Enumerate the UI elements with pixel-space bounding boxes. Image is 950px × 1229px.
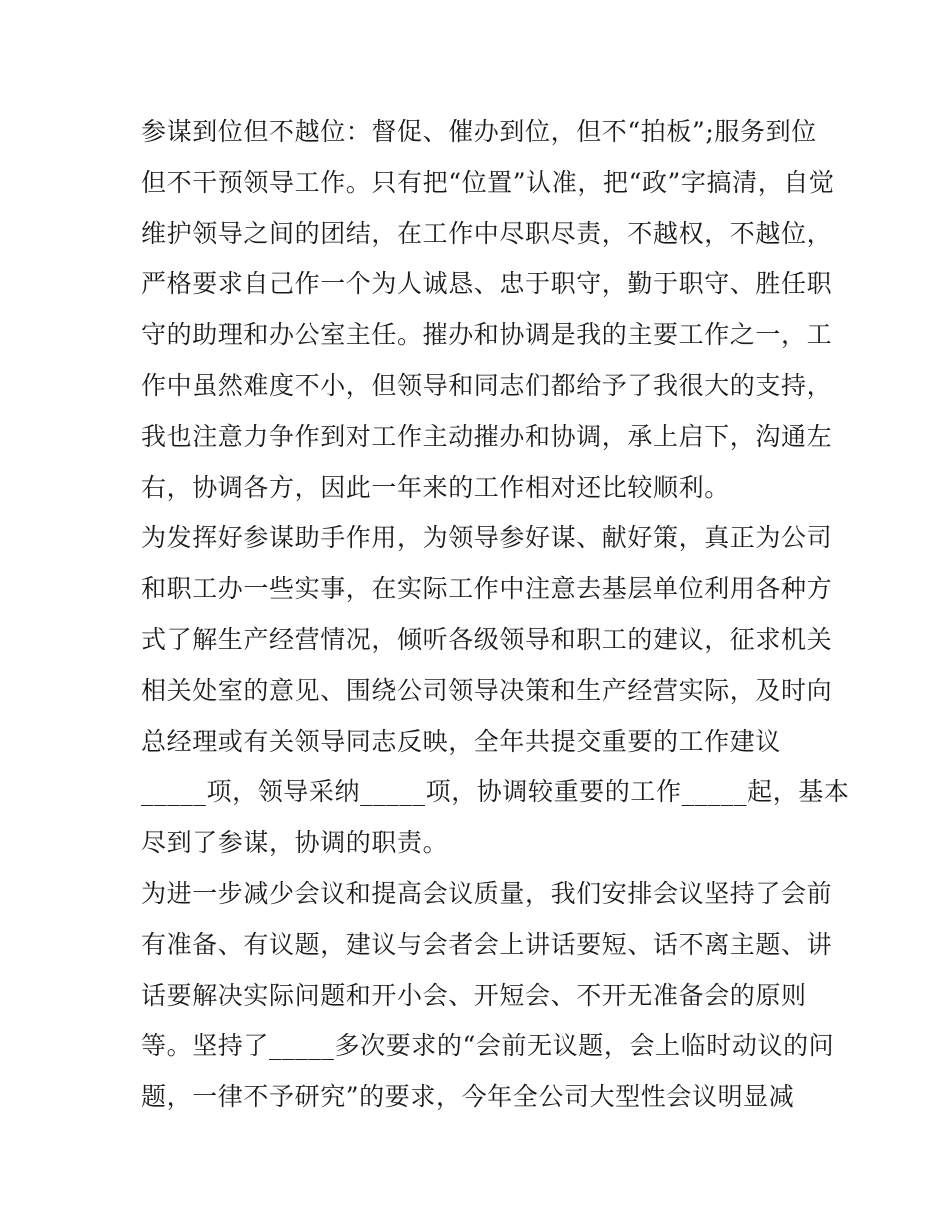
text-line: _____项，领导采纳_____项，协调较重要的工作_____起，基本 [141,777,850,807]
text-line: 作中虽然难度不小，但领导和同志们都给予了我很大的支持， [141,370,833,400]
text-line: 我也注意力争作到对工作主动摧办和协调，承上启下，沟通左 [141,421,833,451]
text-line: 和职工办一些实事，在实际工作中注意去基层单位利用各种方 [141,574,833,604]
document-body [141,107,850,1123]
text-line: 右，协调各方，因此一年来的工作相对还比较顺利。 [141,472,730,502]
text-line: 为进一步减少会议和提高会议质量，我们安排会议坚持了会前 [141,878,833,908]
text-line: 相关处室的意见、围绕公司领导决策和生产经营实际，及时向 [141,675,833,705]
text-line: 参谋到位但不越位：督促、催办到位，但不“拍板”;服务到位 [141,117,817,146]
text-line: 等。坚持了_____多次要求的“会前无议题，会上临时动议的问 [141,1031,835,1061]
text-line: 有准备、有议题，建议与会者会上讲话要短、话不离主题、讲 [141,929,833,959]
text-line: 式了解生产经营情况，倾听各级领导和职工的建议，征求机关 [141,624,833,654]
text-line: 尽到了参谋，协调的职责。 [141,828,449,858]
text-line: 守的助理和办公室主任。摧办和协调是我的主要工作之一，工 [141,320,833,350]
text-line: 但不干预领导工作。只有把“位置”认准，把“政”字搞清，自觉 [141,167,835,197]
text-line: 为发挥好参谋助手作用，为领导参好谋、献好策，真正为公司 [141,523,833,553]
text-line: 严格要求自己作一个为人诚恳、忠于职守，勤于职守、胜任职 [141,269,833,299]
text-line: 总经理或有关领导同志反映，全年共提交重要的工作建议 [141,726,782,756]
text-line: 话要解决实际问题和开小会、开短会、不开无准备会的原则 [141,980,807,1010]
text-line: 维护领导之间的团结，在工作中尽职尽责，不越权，不越位， [141,218,833,248]
text-line: 题，一律不予研究”的要求，今年全公司大型性会议明显减 [141,1082,795,1112]
